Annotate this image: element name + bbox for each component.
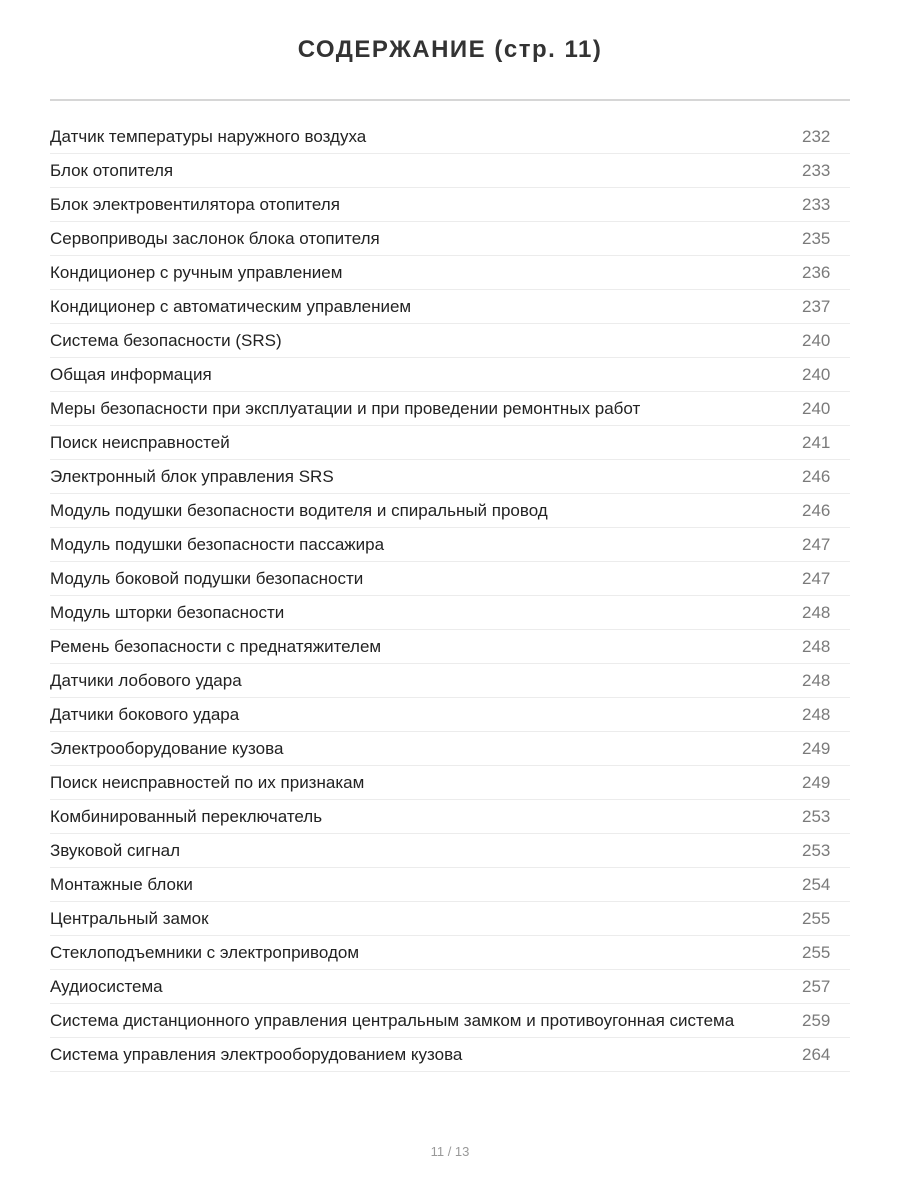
toc-entry[interactable] [50,256,850,290]
toc-entry[interactable] [50,562,850,596]
toc-entry[interactable] [50,494,850,528]
toc-entry[interactable] [50,630,850,664]
toc-entry-page-number: 254 [802,874,831,894]
toc-entry-title: Сервоприводы заслонок блока отопителя [50,228,380,248]
toc-entry-title: Блок электровентилятора отопителя [50,194,340,214]
toc-entry-page-number: 253 [802,840,831,860]
toc-entry-page-number: 247 [802,534,831,554]
toc-entry[interactable] [50,222,850,256]
toc-entry-page-number: 246 [802,500,831,520]
toc-entry-page-number: 248 [802,670,831,690]
toc-entry-page-number: 233 [802,194,831,214]
toc-entry-page-number: 249 [802,738,831,758]
toc-entry-page-number: 236 [802,262,831,282]
toc-entry-title: Система управления электрооборудованием кузова [50,1044,463,1064]
toc-entry[interactable] [50,460,850,494]
toc-entry-page-number: 259 [802,1010,831,1030]
toc-entry-title: Общая информация [50,364,212,384]
toc-entry-title: Датчики бокового удара [50,704,240,724]
toc-entry-title: Стеклоподъемники с электроприводом [50,942,360,962]
toc-entry-title: Модуль подушки безопасности водителя и спиральный провод [50,500,548,520]
toc-entry[interactable] [50,664,850,698]
toc-entry-page-number: 235 [802,228,831,248]
toc-entry-title: Кондиционер с ручным управлением [50,262,343,282]
toc-entry-title: Монтажные блоки [50,874,193,894]
toc-entry-title: Датчик температуры наружного воздуха [50,126,367,146]
toc-entry-title: Модуль боковой подушки безопасности [50,568,364,588]
toc-entry[interactable] [50,1004,850,1038]
toc-entry-page-number: 257 [802,976,831,996]
toc-entry-title: Система безопасности (SRS) [50,330,282,350]
toc-entry-page-number: 232 [802,126,831,146]
toc-entry-title: Электронный блок управления SRS [50,466,334,486]
toc-entry[interactable] [50,800,850,834]
toc-entry[interactable] [50,596,850,630]
toc-entry-title: Меры безопасности при эксплуатации и при проведении ремонтных работ [50,398,641,418]
toc-entry-page-number: 248 [802,602,831,622]
toc-entry-title: Электрооборудование кузова [50,738,284,758]
toc-entry[interactable] [50,902,850,936]
toc-entry-page-number: 246 [802,466,831,486]
toc-entry-page-number: 240 [802,330,831,350]
toc-entry-title: Звуковой сигнал [50,840,180,860]
toc-entry[interactable] [50,154,850,188]
toc-entry[interactable] [50,766,850,800]
toc-entry[interactable] [50,188,850,222]
toc-entry-title: Поиск неисправностей [50,432,230,452]
toc-entry-title: Модуль подушки безопасности пассажира [50,534,385,554]
toc-entry-page-number: 240 [802,364,831,384]
toc-entry[interactable] [50,324,850,358]
toc-entry-page-number: 248 [802,704,831,724]
toc-entry[interactable] [50,290,850,324]
toc-entry-page-number: 264 [802,1044,831,1064]
title-divider [50,99,850,101]
toc-entry-page-number: 255 [802,908,831,928]
toc-entry[interactable] [50,358,850,392]
page-counter: 11 / 13 [430,1144,470,1159]
toc-entry[interactable] [50,936,850,970]
toc-entry[interactable] [50,392,850,426]
toc-entry-title: Блок отопителя [50,160,174,180]
toc-entry-page-number: 255 [802,942,831,962]
toc-entry[interactable] [50,868,850,902]
toc-entry-page-number: 240 [802,398,831,418]
toc-entry-page-number: 241 [802,432,831,452]
toc-entry[interactable] [50,732,850,766]
toc-entry-title: Поиск неисправностей по их признакам [50,772,365,792]
toc-entry[interactable] [50,426,850,460]
toc-entry[interactable] [50,698,850,732]
toc-entry[interactable] [50,1038,850,1072]
table-of-contents [50,120,850,1072]
toc-entry-page-number: 233 [802,160,831,180]
toc-entry[interactable] [50,528,850,562]
toc-entry-page-number: 253 [802,806,831,826]
page-title: СОДЕРЖАНИЕ (стр. 11) [297,36,603,63]
toc-entry[interactable] [50,834,850,868]
toc-entry-title: Модуль шторки безопасности [50,602,285,622]
toc-entry-page-number: 249 [802,772,831,792]
toc-entry-page-number: 247 [802,568,831,588]
toc-entry-title: Датчики лобового удара [50,670,242,690]
toc-entry-title: Центральный замок [50,908,209,928]
toc-entry-title: Ремень безопасности с преднатяжителем [50,636,382,656]
toc-entry-title: Система дистанционного управления центральным замком и противоугонная система [50,1010,735,1030]
toc-entry[interactable] [50,970,850,1004]
toc-entry-title: Аудиосистема [50,976,163,996]
toc-entry[interactable] [50,120,850,154]
toc-entry-title: Кондиционер с автоматическим управлением [50,296,412,316]
toc-entry-title: Комбинированный переключатель [50,806,323,826]
toc-entry-page-number: 237 [802,296,831,316]
toc-entry-page-number: 248 [802,636,831,656]
